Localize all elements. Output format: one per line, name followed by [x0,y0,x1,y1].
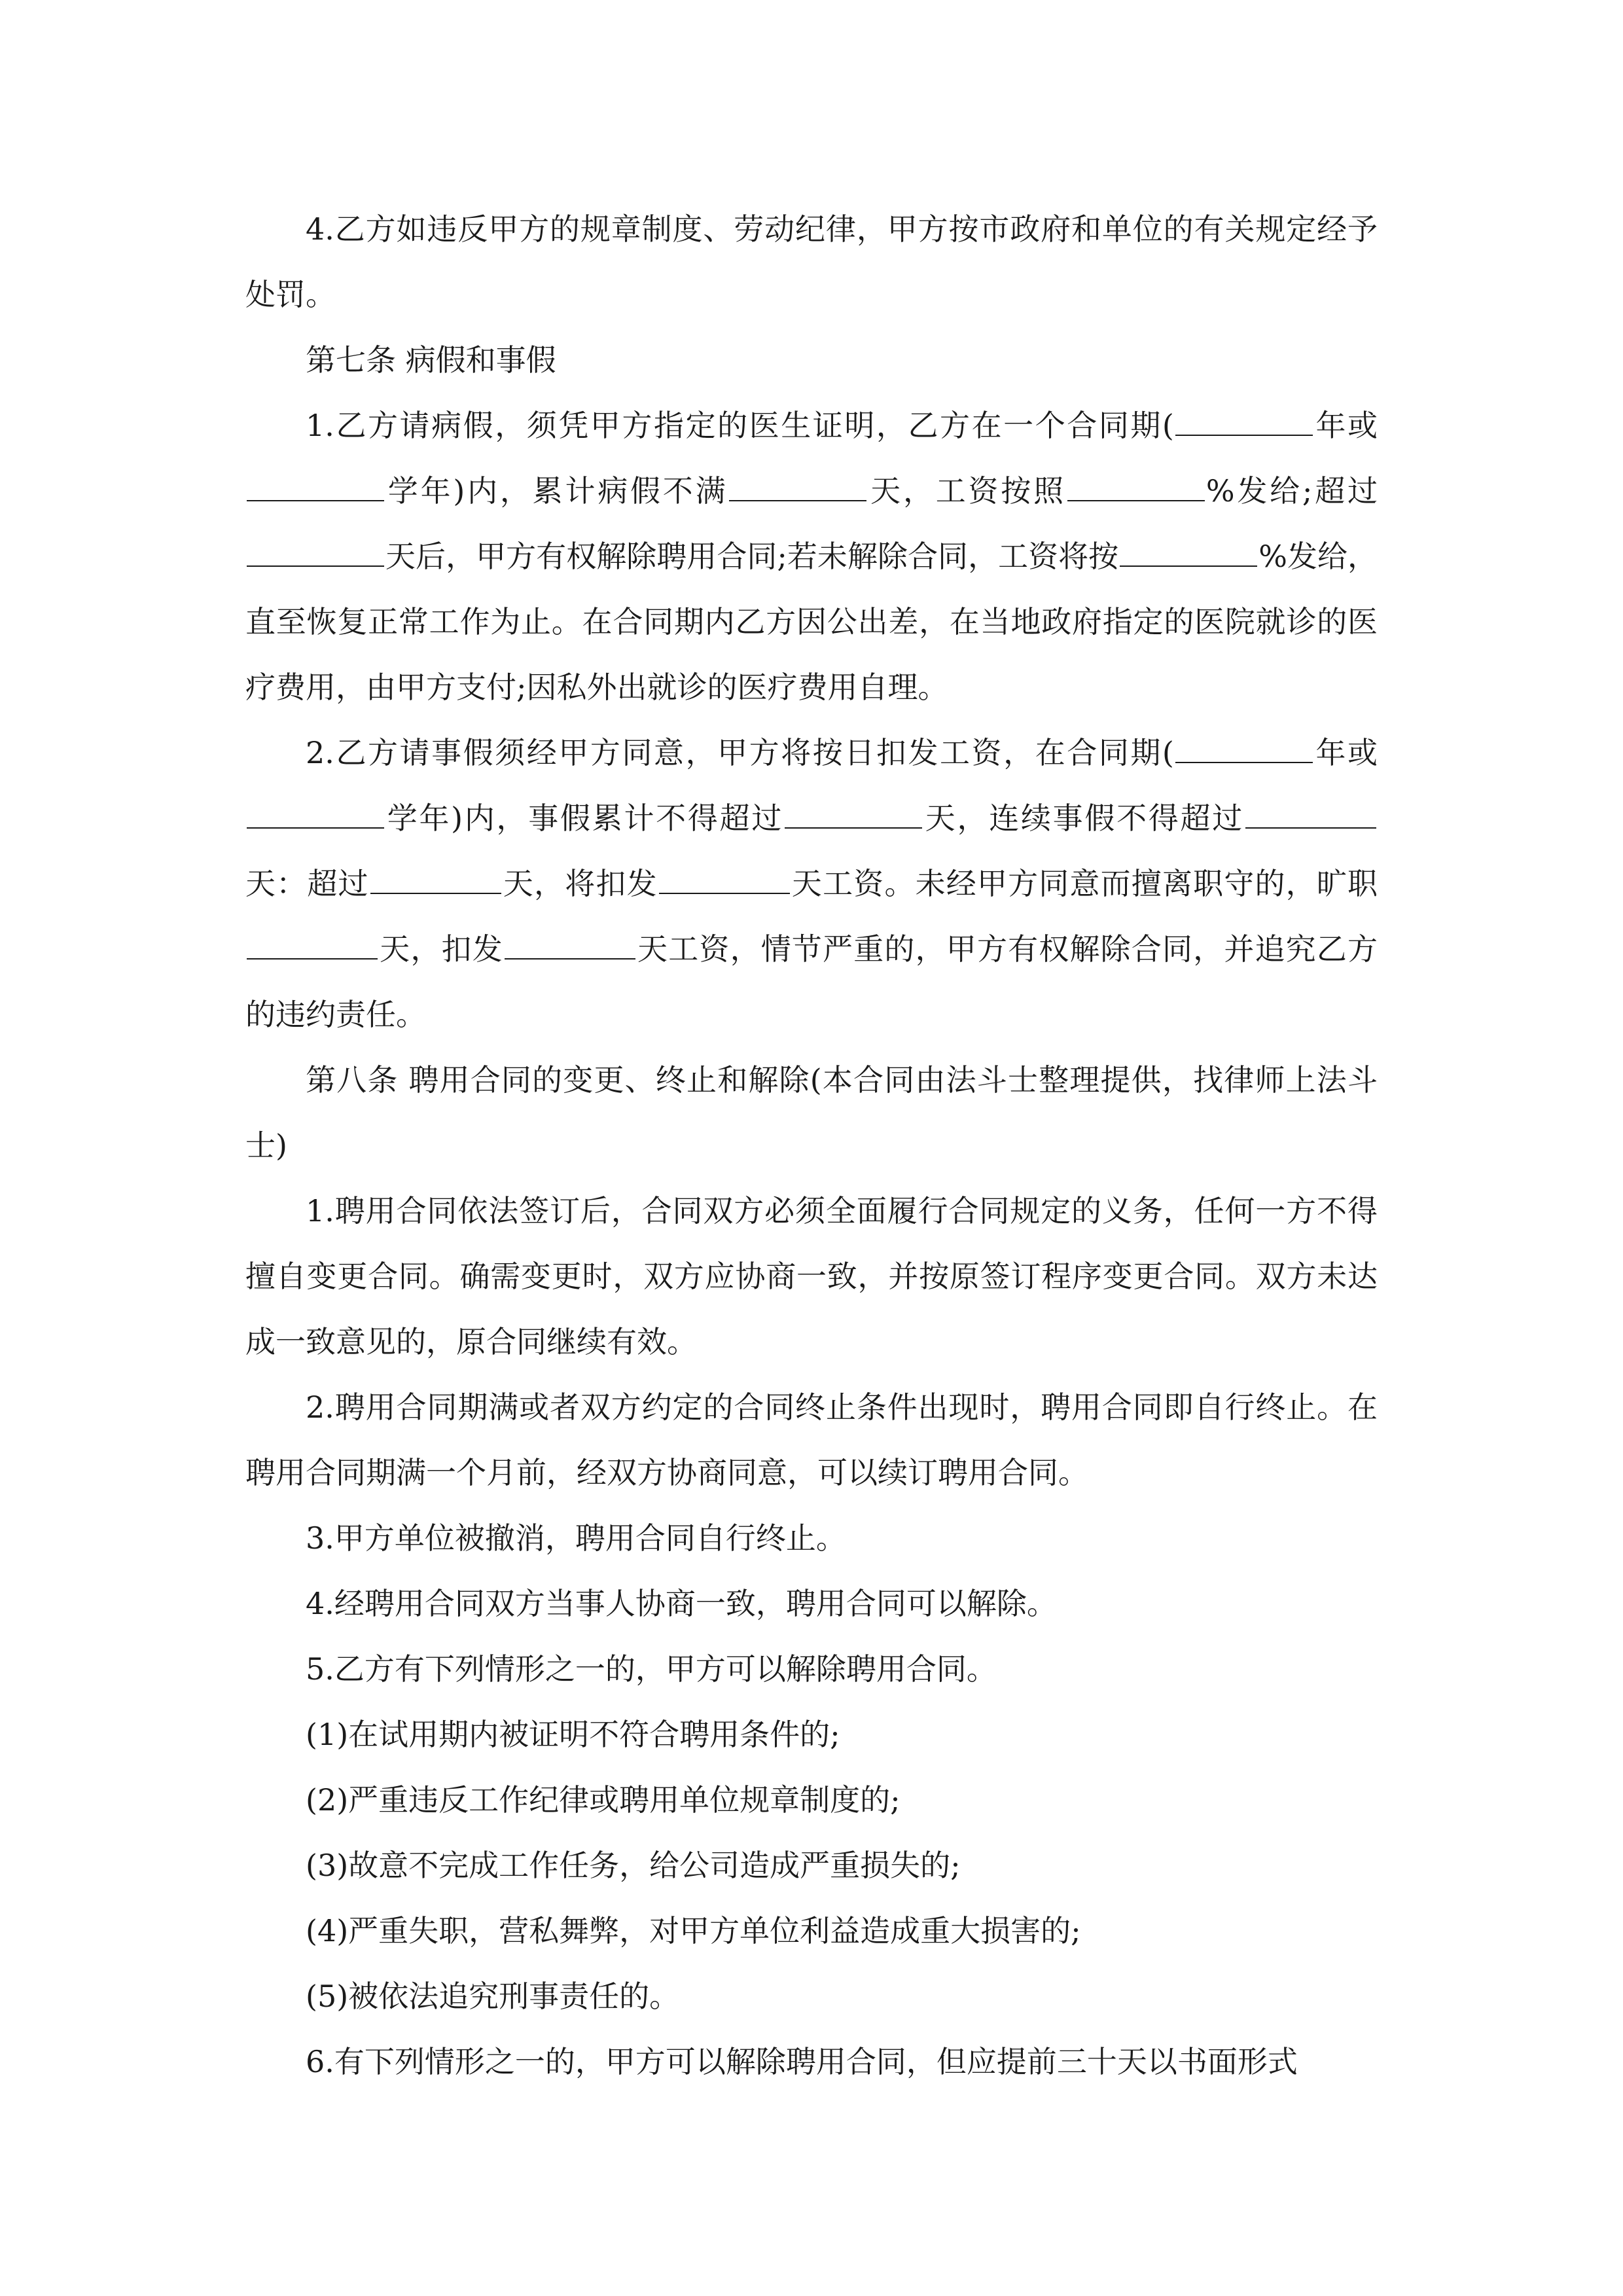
list-item: (4)严重失职，营私舞弊，对甲方单位利益造成重大损害的; [306,1913,1081,1948]
list-item: (5)被依法追究刑事责任的。 [306,1979,680,2014]
paragraph-contract-expiry: 2.聘用合同期满或者双方约定的合同终止条件出现时，聘用合同即自行终止。在聘用合同期满一个月前，经双方协商同意，可以续订聘用合同。 [245,1390,1378,1490]
fill-in-blank[interactable] [505,924,635,960]
fill-in-blank[interactable] [247,924,378,960]
list-item: (3)故意不完成工作任务，给公司造成严重损失的; [306,1848,961,1883]
text-segment: 天，连续事假不得超过 [923,800,1245,836]
text-segment: 天工资，情节严重的，甲方有权解除合同，并追究乙方的违约责任。 [245,931,1378,1032]
paragraph-notice-termination: 6.有下列情形之一的，甲方可以解除聘用合同，但应提前三十天以书面形式 [306,2044,1298,2079]
paragraph-mutual-termination: 4.经聘用合同双方当事人协商一致，聘用合同可以解除。 [306,1586,1057,1621]
fill-in-blank[interactable] [247,466,384,501]
paragraph-employer-revoked: 3.甲方单位被撤消，聘用合同自行终止。 [306,1520,846,1556]
fill-in-blank[interactable] [1120,531,1257,567]
text-segment: %发给，直至恢复正常工作为止。在合同期内乙方因公出差，在当地政府指定的医院就诊的医疗费用，由甲方支付;因私外出就诊的医疗费用自理。 [245,539,1378,705]
paragraph-termination-conditions: 5.乙方有下列情形之一的，甲方可以解除聘用合同。 [306,1651,997,1687]
text-segment: 天，扣发 [379,931,503,967]
fill-in-blank[interactable] [1175,401,1313,436]
fill-in-blank[interactable] [370,859,501,894]
fill-in-blank[interactable] [785,793,922,829]
text-segment: 学年)内，事假累计不得超过 [385,800,784,836]
text-segment: 天工资。未经甲方同意而擅离职守的，旷职 [791,866,1378,901]
text-segment: 1.乙方请病假，须凭甲方指定的医生证明，乙方在一个合同期( [306,408,1174,443]
paragraph-contract-change: 1.聘用合同依法签订后，合同双方必须全面履行合同规定的义务，任何一方不得擅自变更合同。确需变更时，双方应协商一致，并按原签订程序变更合同。双方未达成一致意见的，原合同继续有效。 [245,1193,1378,1359]
text-segment: 天后，甲方有权解除聘用合同;若未解除合同，工资将按 [385,539,1119,574]
text-segment: %发给;超过 [1205,473,1378,509]
fill-in-blank[interactable] [1245,793,1376,829]
text-segment: 学年)内，累计病假不满 [385,473,728,509]
text-segment: 天：超过 [245,866,369,901]
list-item: (2)严重违反工作纪律或聘用单位规章制度的; [306,1782,901,1818]
paragraph-sick-leave [245,393,1378,720]
fill-in-blank[interactable] [247,793,384,829]
text-segment: 年或 [1313,735,1378,770]
paragraph-disciplinary-penalty: 4.乙方如违反甲方的规章制度、劳动纪律，甲方按市政府和单位的有关规定经予处罚。 [245,211,1378,312]
text-segment: 年或 [1313,408,1378,443]
text-segment: 天，将扣发 [502,866,658,901]
list-item: (1)在试用期内被证明不符合聘用条件的; [306,1717,840,1752]
fill-in-blank[interactable] [1067,466,1205,501]
fill-in-blank[interactable] [247,531,384,567]
text-segment: 天，工资按照 [868,473,1066,509]
text-segment: 2.乙方请事假须经甲方同意，甲方将按日扣发工资，在合同期( [306,735,1174,770]
fill-in-blank[interactable] [1175,728,1313,763]
fill-in-blank[interactable] [659,859,790,894]
article-7-heading: 第七条 病假和事假 [306,342,556,378]
paragraph-personal-leave [245,720,1378,1047]
article-8-heading: 第八条 聘用合同的变更、终止和解除(本合同由法斗士整理提供，找律师上法斗士) [245,1062,1378,1163]
fill-in-blank[interactable] [729,466,866,501]
contract-body [245,196,1378,2094]
